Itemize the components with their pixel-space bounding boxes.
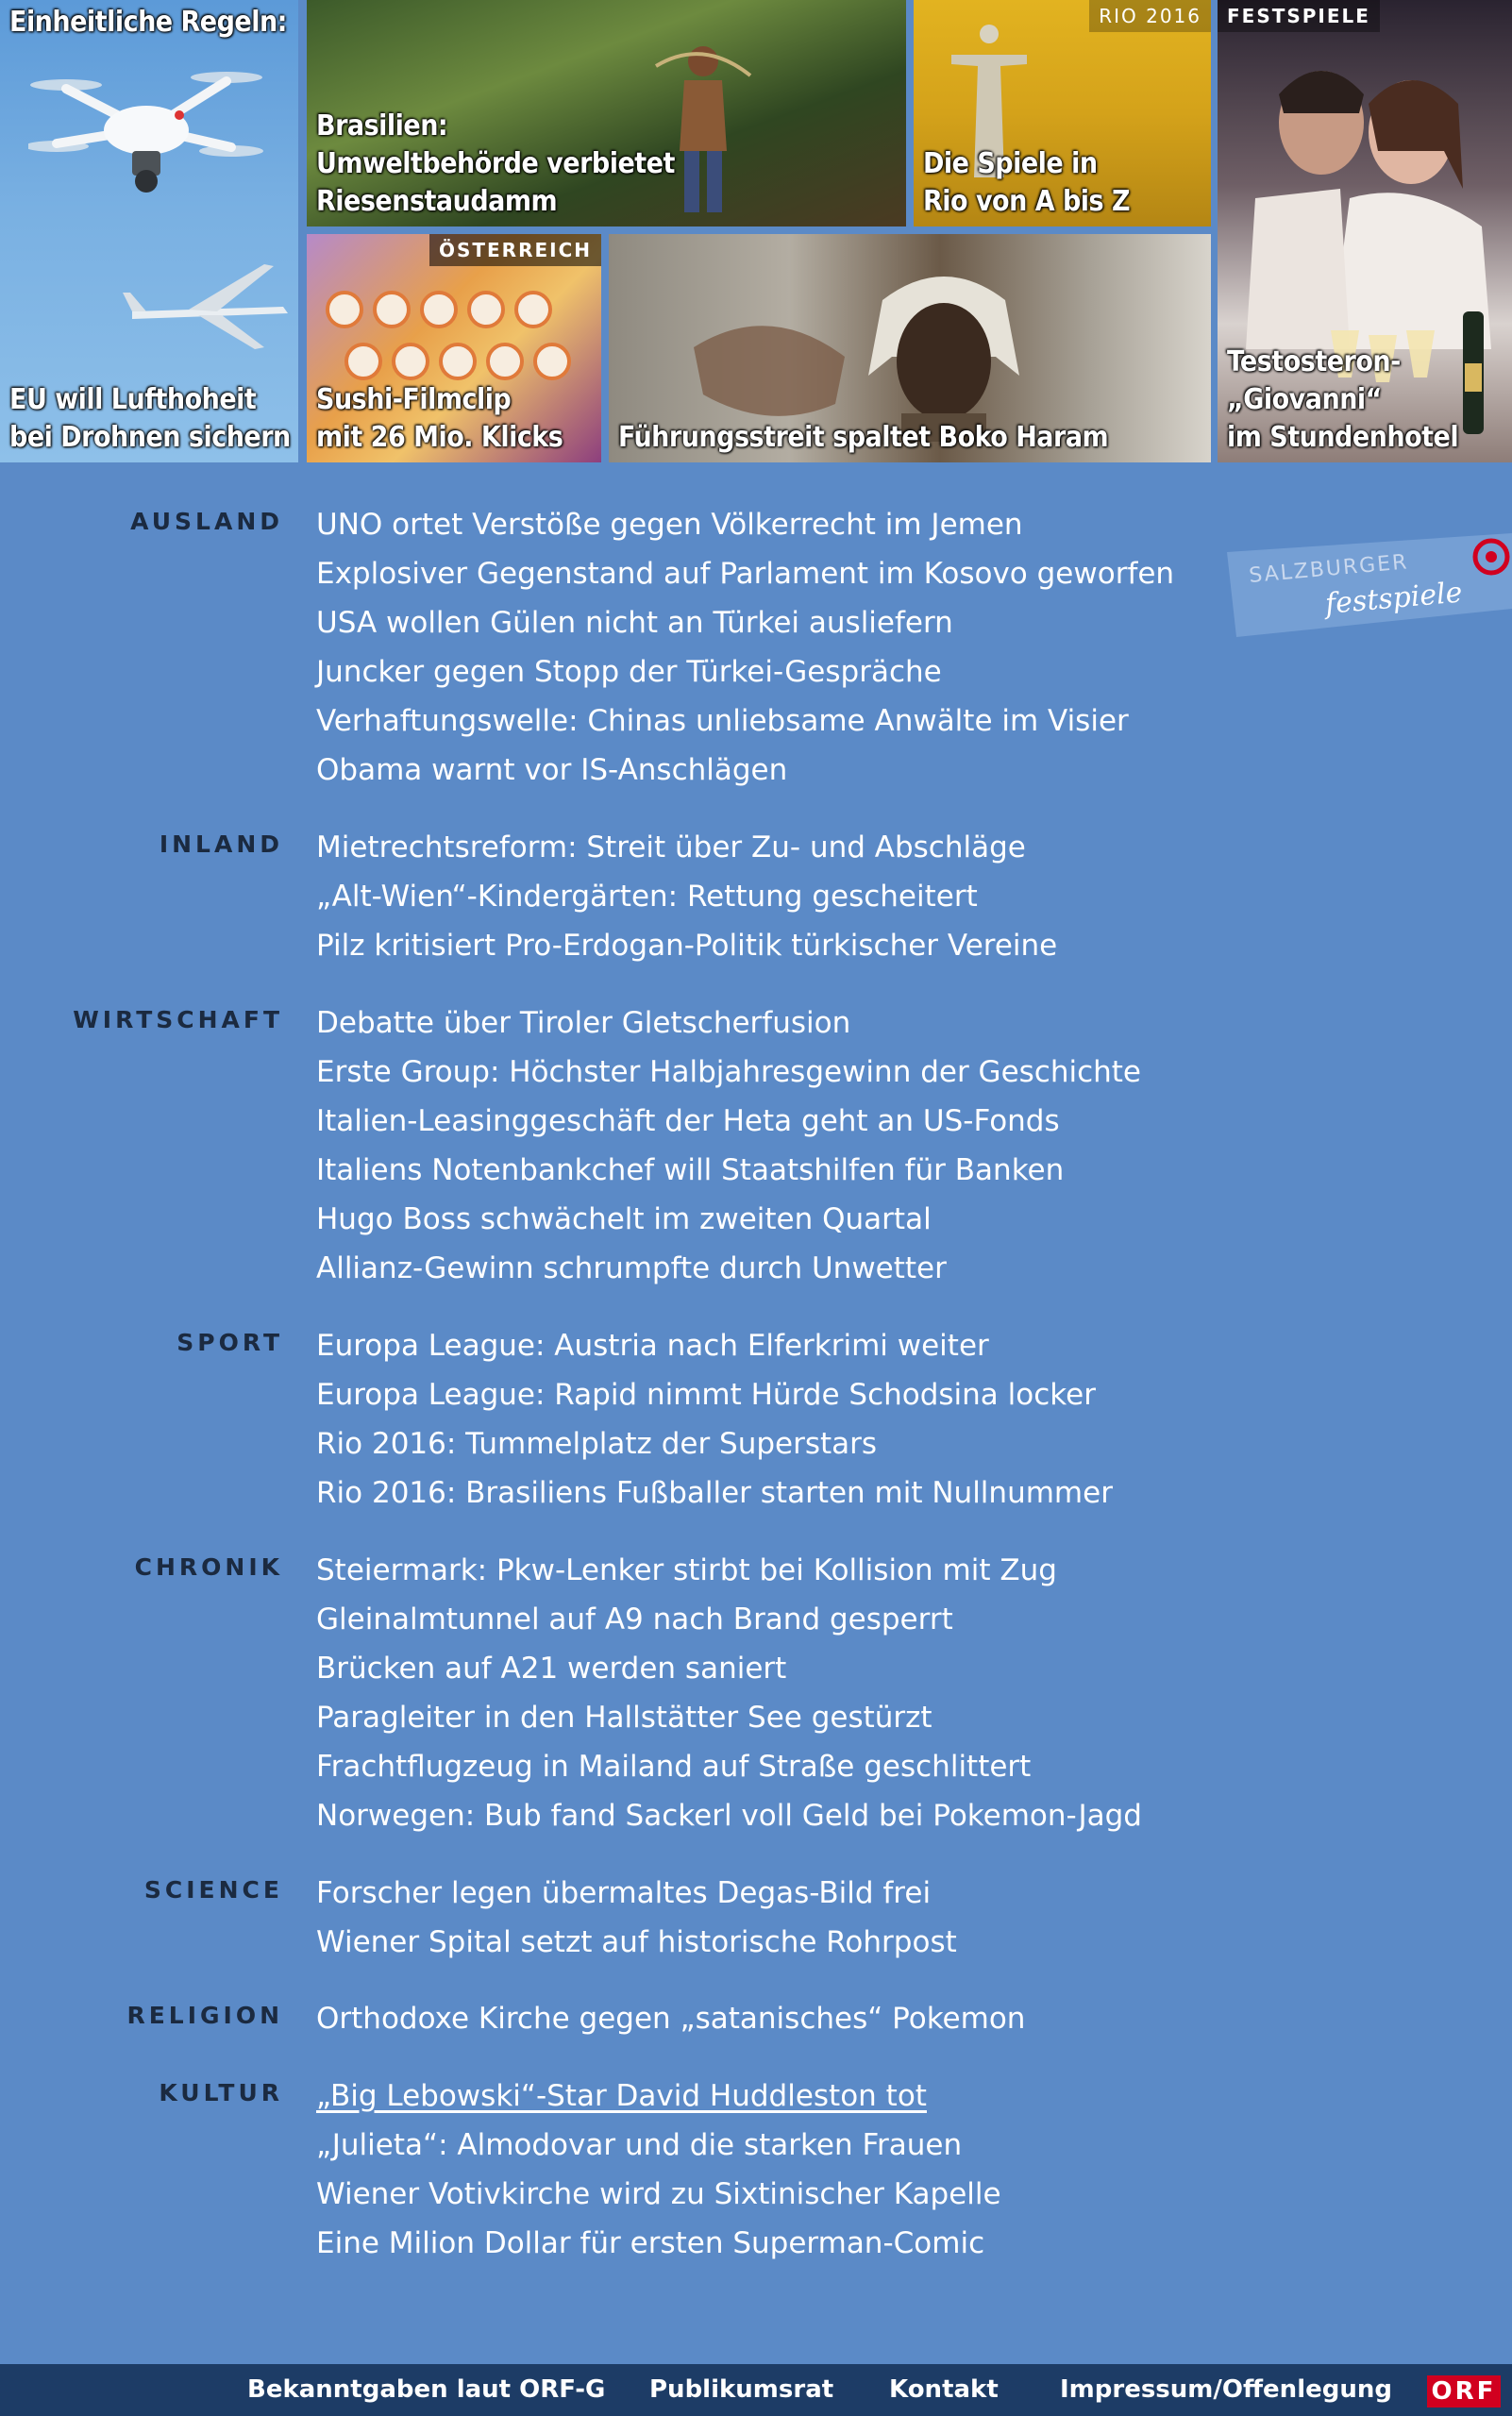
section-label[interactable]: WIRTSCHAFT <box>73 1006 283 1033</box>
news-link[interactable]: Verhaftungswelle: Chinas unliebsame Anwälte im Visier <box>316 704 1129 738</box>
tile-tag: RIO 2016 <box>1089 0 1211 32</box>
plane-icon <box>123 255 293 359</box>
section-label[interactable]: KULTUR <box>159 2079 283 2106</box>
story-tile-brasil[interactable] <box>307 0 906 226</box>
news-link[interactable]: USA wollen Gülen nicht an Türkei ausliefern <box>316 606 953 640</box>
footer-link-publikumsrat[interactable]: Publikumsrat <box>649 2375 834 2404</box>
news-link[interactable]: Explosiver Gegenstand auf Parlament im Kosovo geworfen <box>316 557 1175 591</box>
footer-link-kontakt[interactable]: Kontakt <box>889 2375 999 2404</box>
news-link[interactable]: Erste Group: Höchster Halbjahresgewinn der Geschichte <box>316 1055 1142 1089</box>
news-link[interactable]: Steiermark: Pkw-Lenker stirbt bei Kollision mit Zug <box>316 1553 1057 1587</box>
tile-caption: Sushi-Filmclip mit 26 Mio. Klicks <box>316 383 563 454</box>
section-label[interactable]: SCIENCE <box>143 1876 283 1904</box>
section-label[interactable]: RELIGION <box>126 2002 283 2029</box>
tile-caption: Die Spiele in Rio von A bis Z <box>923 147 1131 218</box>
news-link[interactable]: Rio 2016: Tummelplatz der Superstars <box>316 1427 878 1461</box>
badge-line1: SALZBURGER <box>1248 550 1410 588</box>
tile-caption-top: Einheitliche Regeln: <box>9 6 287 39</box>
opera-singers-icon <box>1236 38 1501 349</box>
badge-line2: festspiele <box>1323 576 1464 621</box>
news-link[interactable]: Wiener Votivkirche wird zu Sixtinischer Kapelle <box>316 2177 1001 2211</box>
news-link[interactable]: Allianz-Gewinn schrumpfte durch Unwetter <box>316 1251 947 1285</box>
person-face-icon <box>864 262 1024 442</box>
story-tile-festspiele[interactable] <box>1218 0 1512 462</box>
tile-caption: Brasilien: Umweltbehörde verbietet Riesenstaudamm <box>316 109 675 218</box>
news-link[interactable]: „Alt-Wien“-Kindergärten: Rettung gescheitert <box>316 880 978 914</box>
tile-tag: FESTSPIELE <box>1218 0 1380 32</box>
news-link[interactable]: Italien-Leasinggeschäft der Heta geht an US-Fonds <box>316 1104 1060 1138</box>
news-link[interactable]: Juncker gegen Stopp der Türkei-Gespräche <box>316 655 942 689</box>
news-link[interactable]: Obama warnt vor IS-Anschlägen <box>316 753 788 787</box>
news-link[interactable]: Hugo Boss schwächelt im zweiten Quartal <box>316 1202 932 1236</box>
news-link[interactable]: Mietrechtsreform: Streit über Zu- und Abschläge <box>316 830 1026 864</box>
news-link[interactable]: Forscher legen übermaltes Degas-Bild frei <box>316 1876 932 1910</box>
news-link[interactable]: Italiens Notenbankchef will Staatshilfen für Banken <box>316 1153 1065 1187</box>
story-tile-drones[interactable] <box>0 0 298 462</box>
news-link[interactable]: UNO ortet Verstöße gegen Völkerrecht im Jemen <box>316 508 1023 542</box>
section-label[interactable]: CHRONIK <box>134 1553 283 1581</box>
footer-bar <box>0 2364 1512 2416</box>
news-link[interactable]: Wiener Spital setzt auf historische Rohrpost <box>316 1925 957 1959</box>
news-link[interactable]: Eine Milion Dollar für ersten Superman-Comic <box>316 2226 985 2260</box>
story-tile-rio[interactable] <box>914 0 1211 226</box>
tile-caption: Testosteron-„Giovanni“ im Stundenhotel <box>1227 345 1459 454</box>
news-link[interactable]: „Julieta“: Almodovar und die starken Frauen <box>316 2128 963 2162</box>
footer-link-impressum[interactable]: Impressum/Offenlegung <box>1060 2375 1392 2404</box>
drone-icon <box>28 57 264 208</box>
news-link[interactable]: Orthodoxe Kirche gegen „satanisches“ Pokemon <box>316 2002 1026 2036</box>
footer-link-bekanntgaben[interactable]: Bekanntgaben laut ORF-G <box>247 2375 606 2404</box>
news-link[interactable]: Paragleiter in den Hallstätter See gestürzt <box>316 1701 932 1735</box>
news-link-hovered[interactable]: „Big Lebowski“-Star David Huddleston tot <box>316 2079 927 2113</box>
news-link[interactable]: Europa League: Rapid nimmt Hürde Schodsina locker <box>316 1378 1096 1412</box>
orf-logo[interactable]: ORF <box>1427 2375 1501 2408</box>
tile-tag: ÖSTERREICH <box>429 234 601 266</box>
section-label[interactable]: INLAND <box>159 830 283 858</box>
news-link[interactable]: Frachtflugzeug in Mailand auf Straße geschlittert <box>316 1750 1032 1784</box>
salzburger-festspiele-banner[interactable] <box>1227 533 1512 637</box>
tile-caption: EU will Lufthoheit bei Drohnen sichern <box>9 383 291 454</box>
section-label[interactable]: AUSLAND <box>130 508 283 535</box>
news-link[interactable]: Pilz kritisiert Pro-Erdogan-Politik türkischer Vereine <box>316 929 1058 963</box>
tile-caption: Führungsstreit spaltet Boko Haram <box>618 421 1109 454</box>
news-link[interactable]: Europa League: Austria nach Elferkrimi weiter <box>316 1329 989 1363</box>
news-link[interactable]: Debatte über Tiroler Gletscherfusion <box>316 1006 851 1040</box>
news-link[interactable]: Gleinalmtunnel auf A9 nach Brand gesperrt <box>316 1602 953 1636</box>
section-label[interactable]: SPORT <box>176 1329 283 1356</box>
news-link[interactable]: Brücken auf A21 werden saniert <box>316 1652 787 1686</box>
news-link[interactable]: Norwegen: Bub fand Sackerl voll Geld bei Pokemon-Jagd <box>316 1799 1142 1833</box>
news-link[interactable]: Rio 2016: Brasiliens Fußballer starten mit Nullnummer <box>316 1476 1113 1510</box>
story-tile-sushi[interactable] <box>307 234 601 462</box>
story-tile-boko-haram[interactable] <box>609 234 1211 462</box>
